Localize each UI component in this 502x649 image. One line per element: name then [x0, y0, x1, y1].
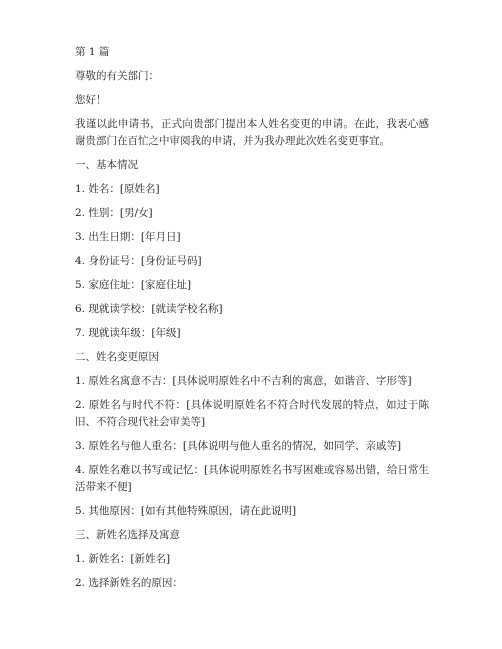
salutation: 尊敬的有关部门： — [75, 70, 159, 82]
section-title-basic-info: 一、基本情况 — [75, 159, 138, 171]
list-item: 7. 现就读年级：[年级] — [75, 327, 181, 339]
list-item: 1. 姓名：[原姓名] — [75, 183, 160, 195]
list-item: 3. 出生日期：[年月日] — [75, 231, 181, 243]
list-item: 4. 身份证号：[身份证号码] — [75, 255, 202, 267]
list-item: 2. 原姓名与时代不符：[具体说明原姓名不符合时代发展的特点，如过于陈旧、不符合现代社会审美等] — [75, 399, 429, 428]
intro-paragraph: 我谨以此申请书，正式向贵部门提出本人姓名变更的申请。在此，我衷心感谢贵部门在百忙之中审阅我的申请，并为我办理此次姓名变更事宜。 — [75, 118, 429, 147]
list-item: 5. 家庭住址：[家庭住址] — [75, 279, 192, 291]
list-item: 2. 选择新姓名的原因： — [75, 577, 183, 589]
document-heading: 第 1 篇 — [75, 46, 110, 58]
section-title-new-name: 三、新姓名选择及寓意 — [75, 529, 180, 541]
list-item: 1. 原姓名寓意不吉：[具体说明原姓名中不吉利的寓意，如谐音、字形等] — [75, 375, 412, 387]
greeting: 您好！ — [75, 94, 107, 106]
list-item: 1. 新姓名：[新姓名] — [75, 553, 171, 565]
section-title-change-reasons: 二、姓名变更原因 — [75, 351, 159, 363]
list-item: 5. 其他原因：[如有其他特殊原因，请在此说明] — [75, 505, 297, 517]
list-item: 3. 原姓名与他人重名：[具体说明与他人重名的情况，如同学、亲戚等] — [75, 440, 402, 452]
list-item: 2. 性别：[男/女] — [75, 207, 153, 219]
list-item: 4. 原姓名难以书写或记忆：[具体说明原姓名书写困难或容易出错，给日常生活带来不便] — [75, 464, 429, 493]
list-item: 6. 现就读学校：[就读学校名称] — [75, 303, 223, 315]
